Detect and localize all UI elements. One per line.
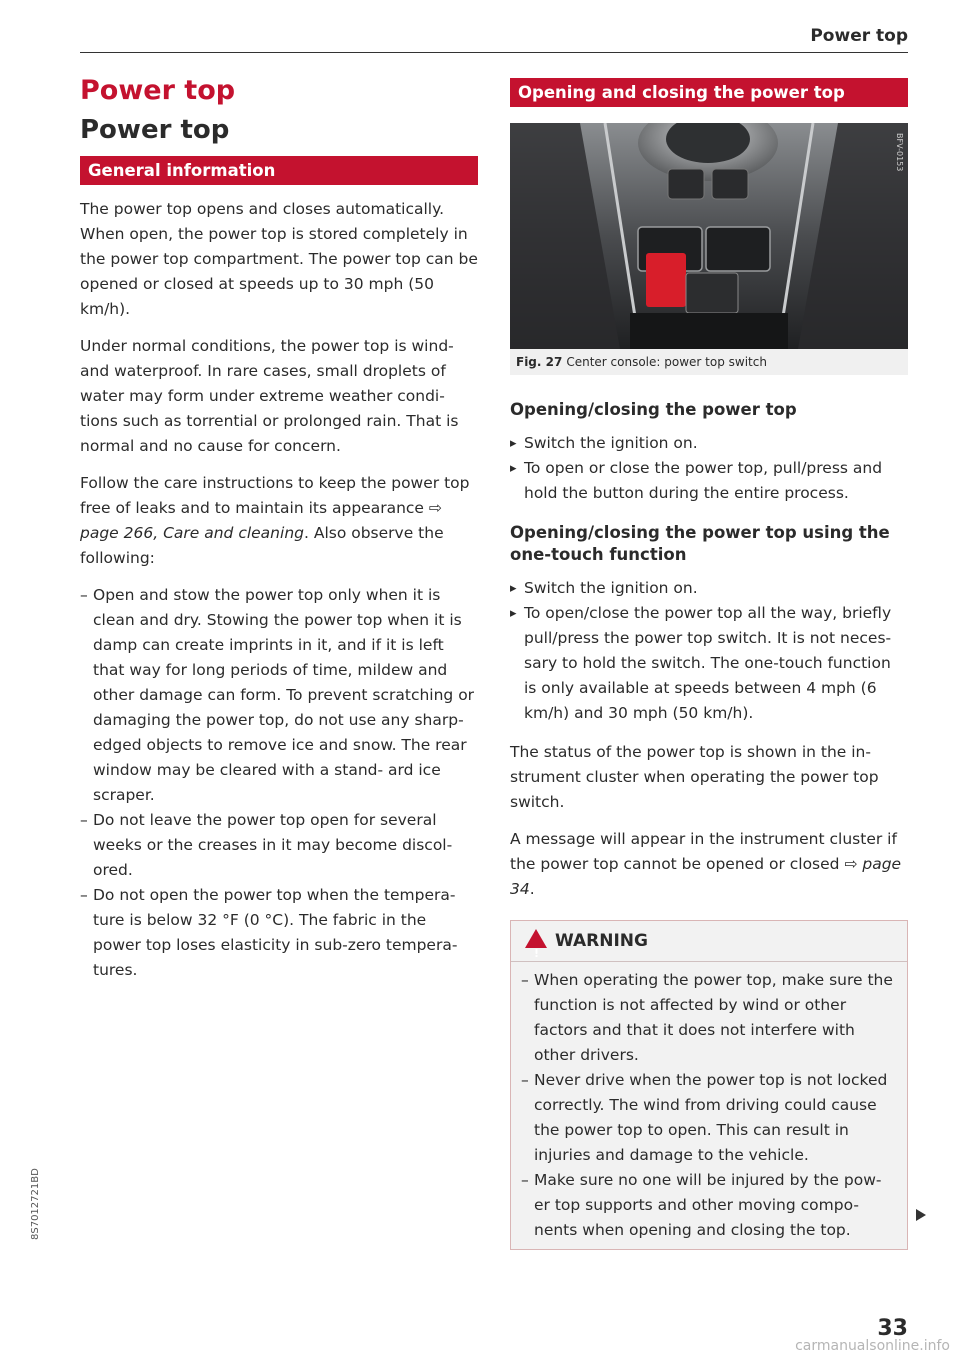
figure-code: BFV-0153 — [895, 133, 904, 172]
steps-list-2 — [510, 576, 908, 726]
steps-list-1 — [510, 431, 908, 506]
list-item: – Do not open the power top when the tempera- ture is below 32 °F (0 °C). The fabric in the power top loses elasticity in sub-zero tempera- tures. — [80, 883, 478, 983]
list-item: – Never drive when the power top is not locked correctly. The wind from driving could cause the power top to open. This can result in injuries and damage to the vehicle. — [521, 1068, 897, 1168]
section-bar-general-information: General information — [80, 156, 478, 185]
warning-list — [521, 968, 897, 1243]
opening-section — [510, 399, 908, 506]
right-column — [510, 78, 908, 1250]
figure-caption-text: Center console: power top switch — [566, 355, 767, 369]
header-rule — [80, 52, 908, 53]
left-column — [80, 74, 478, 983]
figure-center-console — [510, 123, 908, 349]
message-page-link[interactable]: ⇨ page 34 — [510, 855, 902, 898]
paragraph-status: The status of the power top is shown in the in- strument cluster when operating the power top switch. — [510, 743, 879, 811]
center-console-illustration — [510, 123, 908, 349]
list-item: ▸ To open or close the power top, pull/press and hold the button during the entire process. — [510, 456, 908, 506]
chapter-title: Power top — [80, 75, 236, 106]
warning-box — [510, 920, 908, 1250]
list-item: – Open and stow the power top only when it is clean and dry. Stowing the power top when it is damp can create imprints in it, and if it is left that way for long periods of time, mildew and other damage can form. To prevent scratching or damaging the power top, do not use any sharp-edged objects to remove ice and snow. The rear window may be cleared with a stand- ard ice scraper. — [80, 583, 478, 808]
list-item: – Make sure no one will be injured by the pow- er top supports and other moving compo- nents when opening and closing the top. — [521, 1168, 897, 1243]
subhead-opening-closing: Opening/closing the power top — [510, 400, 797, 419]
list-item: – When operating the power top, make sure the function is not affected by wind or other factors and that it does not interfere with other drivers. — [521, 968, 897, 1068]
paragraph-message — [510, 827, 908, 902]
warning-triangle-icon: ! — [525, 929, 547, 948]
warning-title: WARNING — [555, 931, 648, 951]
care-list — [80, 583, 478, 983]
running-head: Power top — [810, 26, 908, 46]
paragraph-waterproof: Under normal conditions, the power top is wind- and waterproof. In rare cases, small droplets of water may form under extreme weather condi- tions such as torrential or prolonged rain. That is normal and no cause for concern. — [80, 337, 459, 455]
section-bar-opening-closing: Opening and closing the power top — [510, 78, 908, 107]
one-touch-section — [510, 522, 908, 726]
warning-header — [511, 921, 907, 962]
page-number: 33 — [877, 1316, 908, 1341]
section-title: Power top — [80, 115, 230, 145]
message-text-start: A message will appear in the instrument cluster if the power top cannot be opened or closed — [510, 830, 897, 873]
paragraph-intro: The power top opens and closes automatically. When open, the power top is stored completely in the power top compartment. The power top can be opened or closed at speeds up to 30 mph (50 km/h). — [80, 200, 478, 318]
watermark: carmanualsonline.info — [795, 1338, 950, 1354]
message-text-end: . — [529, 880, 535, 898]
figure-caption — [510, 349, 908, 375]
figure-number: Fig. 27 — [516, 355, 563, 369]
paragraph-care — [80, 471, 478, 571]
list-item: – Do not leave the power top open for several weeks or the creases in it may become discol- ored. — [80, 808, 478, 883]
list-item: ▸ To open/close the power top all the way, briefly pull/press the power top switch. It is not neces- sary to hold the switch. The one-touch function is only available at speeds between 4 mph (6 km/h) and 30 mph (50 km/h). — [510, 601, 908, 726]
document-code: 8S7012721BD — [30, 1168, 41, 1240]
subhead-one-touch: Opening/closing the power top using the one-touch function — [510, 523, 890, 564]
continue-arrow-icon — [916, 1209, 926, 1221]
care-text-start: Follow the care instructions to keep the power top free of leaks and to maintain its appearance — [80, 474, 470, 517]
care-page-link[interactable]: ⇨ page 266, Care and cleaning — [80, 499, 442, 542]
care-text-end: . Also observe the following: — [80, 524, 444, 567]
list-item: ▸ Switch the ignition on. — [510, 431, 908, 456]
list-item: ▸ Switch the ignition on. — [510, 576, 908, 601]
